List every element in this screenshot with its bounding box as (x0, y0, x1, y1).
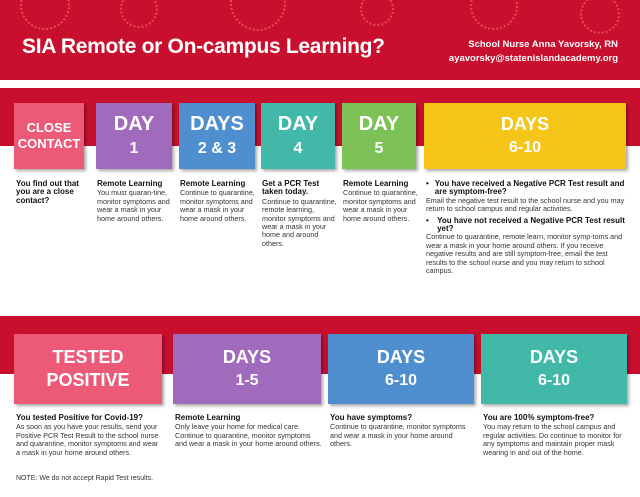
card-line1: DAYS (222, 347, 272, 368)
card-line1: DAY (113, 113, 155, 136)
answer-2: Continue to quarantine, remote learn, monitor symp-toms and wear a mask in your home around others. If you receive negative results and are still symptom-free, email the test results to the school nurse and you may return to school campus. (426, 232, 623, 276)
col-heading: Remote Learning (175, 413, 241, 422)
card-line2: CONTACT (17, 136, 81, 151)
virus-pattern (360, 0, 394, 26)
col-body: You may return to the school campus and regular activities. Do continue to monitor for any symptoms and maintain proper mask wearing in and out of the home. (483, 422, 622, 457)
rapid-test-note: NOTE: We do not accept Rapid Test results. (16, 475, 154, 482)
col-body: You must quaran-tine, monitor symptoms and wear a mask in your home around others. (97, 188, 170, 223)
virus-pattern (470, 0, 518, 30)
card-day-5 (342, 103, 416, 169)
card-line2: 6-10 (508, 139, 542, 157)
card-line1: DAYS (529, 347, 579, 368)
col-body: As soon as you have your results, send your Positive PCR Test Result to the school nurse and quarantine, monitor symptoms and wear a mask in your home around others. (16, 422, 159, 457)
card-line1: DAYS (376, 347, 426, 368)
col-heading: Remote Learning (97, 179, 163, 188)
days15-desc (175, 414, 323, 449)
card-line1: DAY (277, 113, 319, 136)
card-line1: TESTED (52, 347, 124, 368)
card-line2: POSITIVE (46, 370, 130, 390)
symptom-free-desc (483, 414, 629, 457)
nurse-name: School Nurse Anna Yavorsky, RN (468, 39, 618, 50)
days23-desc (180, 180, 258, 223)
card-line2: 6-10 (384, 372, 418, 390)
bullet-item (426, 217, 628, 234)
card-day-4 (261, 103, 335, 169)
card-line2: 5 (374, 140, 384, 158)
card-days-1-5 (173, 334, 321, 404)
card-line1: DAYS (190, 113, 244, 136)
col-heading: Remote Learning (343, 179, 409, 188)
header-banner (0, 0, 640, 80)
col-heading: Remote Learning (180, 179, 246, 188)
day1-desc (97, 180, 175, 223)
question-1: You have received a Negative PCR Test result and are symptom-free? (434, 179, 625, 197)
page-title: SIA Remote or On-campus Learning? (22, 35, 385, 58)
card-line2: 4 (293, 140, 303, 158)
virus-pattern (230, 0, 286, 31)
col-body: Continue to quarantine, monitor symptoms and wear a mask in your home around others. (343, 188, 418, 223)
card-line2: 6-10 (537, 372, 571, 390)
day4-desc (262, 180, 338, 248)
col-heading: You are 100% symptom-free? (483, 413, 595, 422)
tested-positive-desc (16, 414, 162, 457)
col-heading: You find out that you are a close contact? (16, 179, 79, 205)
answer-1: Email the negative test result to the school nurse and you may return to school campus and regular activities. (426, 195, 625, 214)
col-heading: You tested Positive for Covid-19? (16, 413, 143, 422)
days610-desc (426, 180, 628, 275)
col-body: Continue to quarantine, remote learning, monitor symptoms and wear a mask in your home and around others. (262, 196, 337, 248)
card-days-6-10-symptom-free (481, 334, 627, 404)
card-days-6-10 (424, 103, 626, 169)
card-line2: 1 (129, 140, 139, 158)
nurse-contact (398, 38, 618, 66)
card-line1: DAYS (500, 114, 550, 135)
card-close-contact (14, 103, 84, 169)
virus-pattern (20, 0, 70, 30)
day5-desc (343, 180, 419, 223)
card-line2: 2 & 3 (197, 140, 237, 158)
virus-pattern (120, 0, 158, 28)
card-day-1 (96, 103, 172, 169)
nurse-email[interactable]: ayavorsky@statenislandacademy.org (448, 53, 618, 64)
close-contact-desc (16, 180, 88, 206)
bullet-item (426, 180, 628, 197)
col-body: Continue to quarantine, monitor symptoms and wear a mask in your home around others. (180, 188, 255, 223)
card-line1: CLOSE (26, 119, 72, 135)
col-body: Only leave your home for medical care. Continue to quarantine, monitor symptoms and wear a mask in your home around others. (175, 422, 322, 449)
bullet-icon: • (426, 215, 429, 225)
col-heading: Get a PCR Test taken today. (262, 179, 320, 197)
col-body: Continue to quarantine, monitor symptoms and wear a mask in your home around others. (330, 422, 466, 449)
card-tested-positive (14, 334, 162, 404)
question-2: You have not received a Negative PCR Test result yet? (437, 215, 625, 234)
card-line1: DAY (358, 113, 400, 136)
bullet-icon: • (426, 179, 429, 188)
card-line2: 1-5 (235, 372, 259, 390)
col-heading: You have symptoms? (330, 413, 413, 422)
card-days-2-3 (179, 103, 255, 169)
symptoms-desc (330, 414, 476, 449)
virus-pattern (580, 0, 620, 34)
card-days-6-10-symptoms (328, 334, 474, 404)
